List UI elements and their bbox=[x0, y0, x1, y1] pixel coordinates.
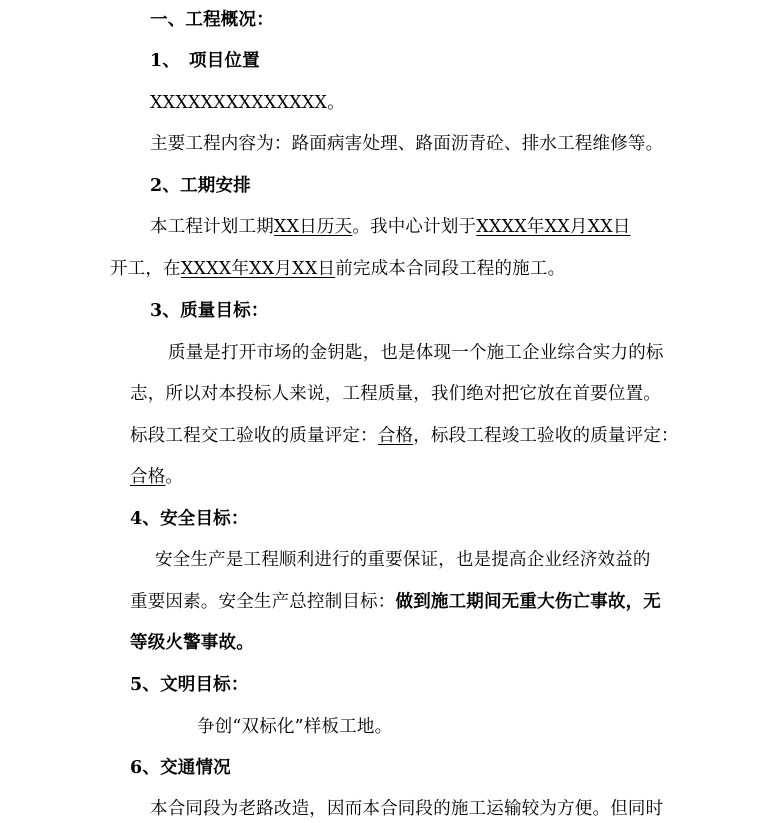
heading-civilization: 5、文明目标： bbox=[130, 675, 249, 695]
safety-text: 重要因素。安全生产总控制目标： bbox=[130, 592, 396, 612]
quality-line-4 bbox=[130, 465, 183, 489]
schedule-text: 开工，在 bbox=[110, 259, 181, 279]
start-date: XXXX年XX月XX日 bbox=[476, 217, 631, 237]
handover-rating: 合格 bbox=[377, 426, 414, 446]
heading-quality: 3、质量目标： bbox=[150, 301, 269, 321]
safety-line-3: 等级火警事故。 bbox=[130, 633, 254, 653]
quality-text: 。 bbox=[165, 467, 184, 487]
schedule-text: 本工程计划工期 bbox=[150, 217, 274, 237]
quality-line-1: 质量是打开市场的金钥匙，也是体现一个施工企业综合实力的标 bbox=[168, 343, 664, 363]
main-work-content: 主要工程内容为：路面病害处理、路面沥青砼、排水工程维修等。 bbox=[150, 134, 664, 154]
safety-target: 做到施工期间无重大伤亡事故，无 bbox=[395, 592, 661, 612]
heading-project-location: 1、 项目位置 bbox=[150, 51, 260, 71]
schedule-line-2 bbox=[110, 257, 565, 281]
heading-project-overview: 一、工程概况： bbox=[150, 10, 274, 30]
duration-value: XX日历天 bbox=[273, 217, 353, 237]
schedule-text: 前完成本合同段工程的施工。 bbox=[335, 259, 566, 279]
safety-line-2 bbox=[130, 590, 661, 614]
safety-line-1: 安全生产是工程顺利进行的重要保证，也是提高企业经济效益的 bbox=[155, 550, 651, 570]
schedule-text: 。我中心计划于 bbox=[352, 217, 477, 237]
quality-text: ，标段工程竣工验收的质量评定： bbox=[413, 426, 679, 446]
civilization-goal: 争创“双标化”样板工地。 bbox=[197, 717, 393, 737]
heading-schedule: 2、工期安排 bbox=[150, 176, 251, 196]
heading-traffic: 6、交通情况 bbox=[130, 758, 231, 778]
traffic-line-1: 本合同段为老路改造，因而本合同段的施工运输较为方便。但同时 bbox=[150, 799, 664, 819]
completion-rating: 合格 bbox=[130, 467, 166, 487]
quality-line-3 bbox=[130, 424, 679, 448]
quality-line-2: 志，所以对本投标人来说，工程质量，我们绝对把它放在首要位置。 bbox=[130, 384, 661, 404]
schedule-line-1 bbox=[150, 215, 631, 239]
finish-date: XXXX年XX月XX日 bbox=[180, 259, 336, 279]
project-location-text: XXXXXXXXXXXXXX。 bbox=[150, 93, 345, 113]
quality-text: 标段工程交工验收的质量评定： bbox=[130, 426, 378, 446]
heading-safety: 4、安全目标： bbox=[130, 509, 249, 529]
